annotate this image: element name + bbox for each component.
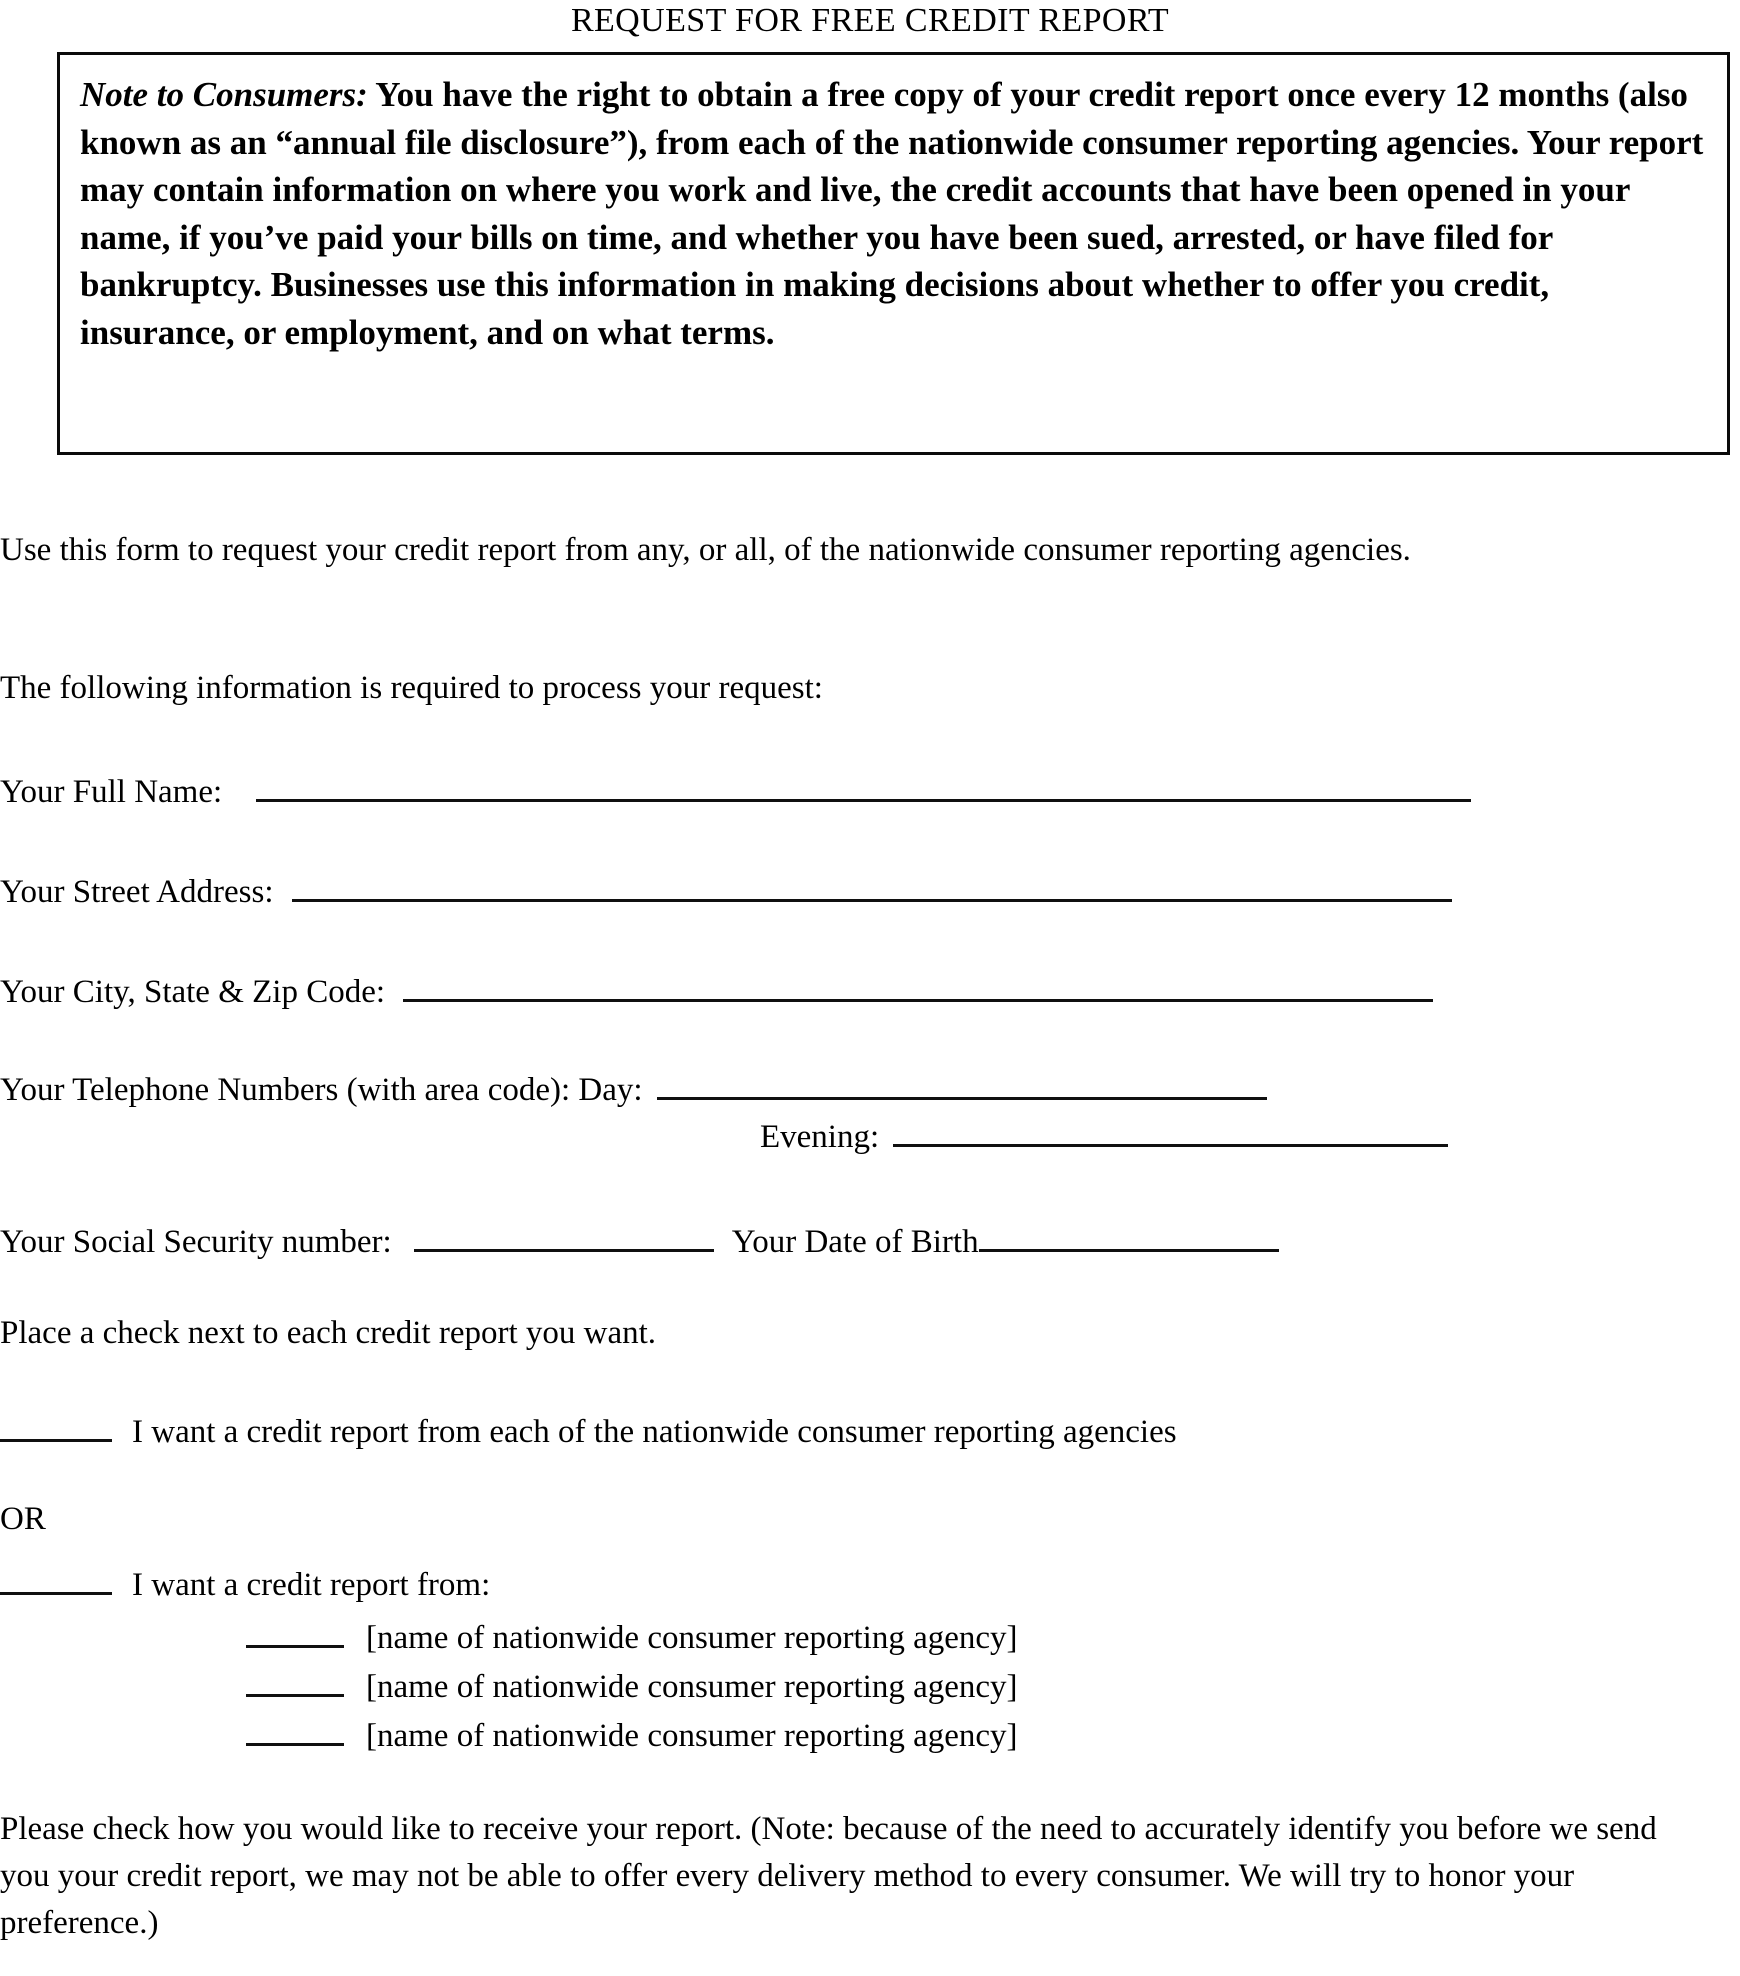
or-separator: OR <box>0 1501 46 1537</box>
place-check-instruction: Place a check next to each credit report you want. <box>0 1315 657 1351</box>
option-specific-agencies-label: I want a credit report from: <box>132 1567 491 1603</box>
note-lead-label: Note to Consumers: <box>80 75 368 114</box>
checkbox-all-agencies[interactable] <box>0 1415 112 1442</box>
date-of-birth-input[interactable] <box>979 1223 1279 1252</box>
full-name-input[interactable] <box>256 773 1471 802</box>
telephone-label: Your Telephone Numbers (with area code): <box>0 1072 571 1108</box>
street-address-row <box>0 872 1452 912</box>
option-specific-agencies-row <box>0 1565 490 1605</box>
agency-line-2 <box>246 1667 1018 1707</box>
city-state-zip-row <box>0 972 1433 1012</box>
intro-paragraph: Use this form to request your credit report from any, or all, of the nationwide consumer reporting agencies. <box>0 532 1411 568</box>
agency-line-1 <box>246 1618 1018 1658</box>
agency-3-label: [name of nationwide consumer reporting agency] <box>366 1718 1018 1754</box>
required-info-heading: The following information is required to process your request: <box>0 670 823 706</box>
page-title: REQUEST FOR FREE CREDIT REPORT <box>570 2 1170 39</box>
checkbox-agency-2[interactable] <box>246 1670 344 1697</box>
option-all-agencies-label: I want a credit report from each of the nationwide consumer reporting agencies <box>132 1414 1177 1450</box>
date-of-birth-label: Your Date of Birth <box>731 1224 979 1260</box>
option-all-agencies-row <box>0 1412 1177 1452</box>
agency-2-label: [name of nationwide consumer reporting agency] <box>366 1669 1018 1705</box>
full-name-row <box>0 772 1471 812</box>
day-phone-input[interactable] <box>657 1071 1267 1100</box>
delivery-method-paragraph: Please check how you would like to receive your report. (Note: because of the need to accurately identify you before we send you your credit report, we may not be able to offer every delivery method to every consumer. We will try to honor your preference.) <box>0 1811 1657 1941</box>
telephone-day-row <box>0 1070 1267 1110</box>
ssn-dob-row <box>0 1222 1279 1262</box>
checkbox-agency-1[interactable] <box>246 1621 344 1648</box>
agency-line-3 <box>246 1716 1018 1756</box>
city-state-zip-label: Your City, State & Zip Code: <box>0 974 386 1010</box>
consumer-note-text <box>80 71 1705 356</box>
evening-phone-input[interactable] <box>893 1118 1448 1147</box>
evening-label: Evening: <box>760 1119 880 1155</box>
street-address-label: Your Street Address: <box>0 874 274 910</box>
checkbox-specific-agencies[interactable] <box>0 1568 112 1595</box>
full-name-label: Your Full Name: <box>0 774 223 810</box>
agency-1-label: [name of nationwide consumer reporting agency] <box>366 1620 1018 1656</box>
city-state-zip-input[interactable] <box>403 973 1433 1002</box>
street-address-input[interactable] <box>292 873 1452 902</box>
ssn-label: Your Social Security number: <box>0 1224 392 1260</box>
day-label: Day: <box>578 1072 643 1108</box>
consumer-note-box <box>57 52 1730 455</box>
checkbox-agency-3[interactable] <box>246 1719 344 1746</box>
telephone-evening-row <box>760 1117 1448 1157</box>
ssn-input[interactable] <box>414 1223 714 1252</box>
note-body-text: You have the right to obtain a free copy of your credit report once every 12 months (also known as an “annual file disclosure”), from each of the nationwide consumer reporting agencies. Your report may contain information on where you work and live, the credit accounts that have been opened in your name, if you’ve paid your bills on time, and whether you have been sued, arrested, or have filed for bankruptcy. Businesses use this information in making decisions about whether to offer you credit, insurance, or employment, and on what terms. <box>80 75 1704 352</box>
